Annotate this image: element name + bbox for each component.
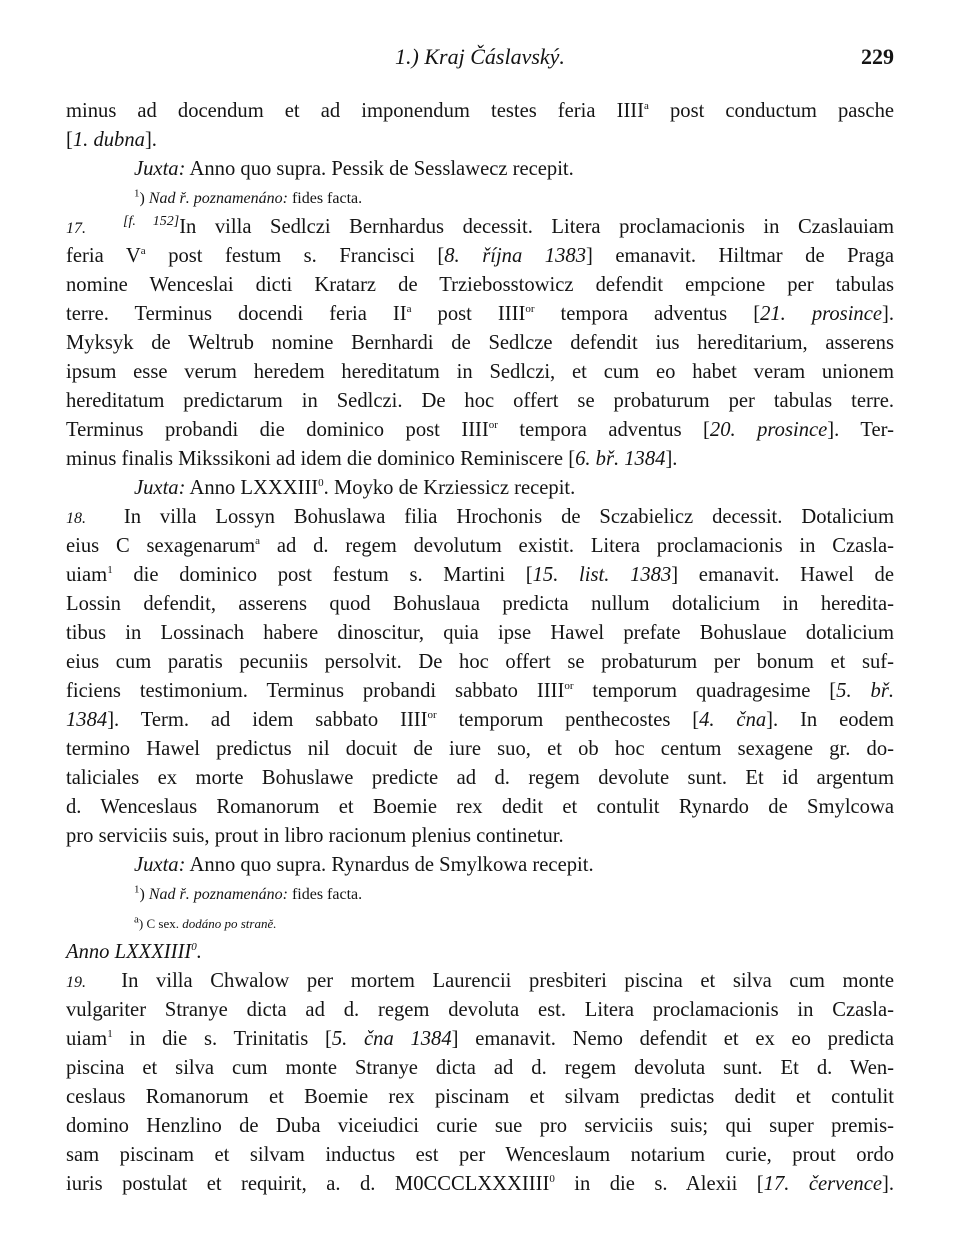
text-line: 17. [f. 152]In villa Sedlczi Bernhardus decessit. Litera proclamacionis in Czaslauiam <box>66 214 895 238</box>
text-line: [1. dubna]. <box>66 129 157 151</box>
text-line: feria $V^a$ post festum s. Francisci [8. října 1383] emanavit. Hiltmar de Praga <box>66 245 895 267</box>
text-line: tibus in Lossinach habere dinoscitur, quia ipse Hawel prefate Bohuslaue dotalicium <box>66 622 894 644</box>
running-title: 1.) Kraj Čáslavský. <box>395 44 565 69</box>
text-line: ipsum esse verum heredem hereditatum in Sedlczi, et cum eo habet veram unionem <box>66 361 894 383</box>
text-line: terre. Terminus docendi feria $II^a$ post $IIII^{or}$ tempora adventus [21. prosince]. <box>66 303 895 325</box>
footnote: $^1$) Nad ř. poznamenáno: fides facta. <box>134 883 363 903</box>
running-header <box>66 44 894 76</box>
text-line: Terminus probandi die dominico post $IIII^{or}$ tempora adventus [20. prosince]. Ter- <box>66 419 894 441</box>
text-line: domino Henzlino de Duba viceiudici curie sue pro serviciis suis; qui super premis- <box>66 1115 894 1137</box>
text-line: minus ad docendum et ad imponendum testes feria IIII$^a$ post conductum pasche <box>66 100 895 122</box>
text-line: ficiens testimonium. Terminus probandi sabbato $IIII^{or}$ temporum quadragesime [5. bř. <box>66 680 894 702</box>
text-line: Lossin defendit, asserens quod Bohuslaua predicta nullum dotalicium in heredita- <box>66 593 894 615</box>
text-line: uiam$^1$ in die s. Trinitatis [5. čna 1384] emanavit. Nemo defendit et ex eo predicta <box>66 1028 894 1050</box>
text-line: 18. In villa Lossyn Bohuslawa filia Hrochonis de Sczabielicz decessit. Dotalicium <box>66 506 894 528</box>
text-line: termino Hawel predictus nil docuit de iure suo, et ob hoc centum sexagene gr. do- <box>66 738 894 760</box>
body-text <box>66 97 894 1199</box>
footnote-side-note: $^a$) C sex. dodáno po straně. <box>134 913 277 931</box>
text-line: pro serviciis suis, prout in libro racionum plenius continetur. <box>66 825 564 847</box>
year-heading: Anno LXXXIIII$^0$. <box>66 941 202 963</box>
text-line: piscina et silva cum monte Stranye dicta ad d. regem devoluta sunt. Et d. Wen- <box>66 1057 894 1079</box>
text-line: eius C sexagenarum$^a$ ad d. regem devolutum existit. Litera proclamacionis in Czasla- <box>66 535 894 557</box>
text-line: vulgariter Stranye dicta ad d. regem devoluta est. Litera proclamacionis in Czasla- <box>66 999 894 1021</box>
text-line: taliciales ex morte Bohuslawe predicte ad d. regem devolute sunt. Et id argentum <box>66 767 894 789</box>
text-line: 1384]. Term. ad idem sabbato $IIII^{or}$ temporum penthecostes [4. čna]. In eodem <box>66 709 895 731</box>
text-line: 19. In villa Chwalow per mortem Laurencii presbiteri piscina et silva cum monte <box>66 970 894 992</box>
text-line: iuris postulat et requirit, a. d. M0CCCLXXXIIII$^0$ in die s. Alexii [17. července]. <box>66 1173 895 1195</box>
text-line: Juxta: Anno quo supra. Pessik de Sesslawecz recepit. <box>134 158 574 180</box>
page-number: 229 <box>861 44 894 69</box>
text-line: d. Wenceslaus Romanorum et Boemie rex dedit et contulit Rynardo de Smylcowa <box>66 796 894 818</box>
text-line: Myksyk de Weltrub nomine Bernhardi de Sedlcze defendit ius hereditarium, asserens <box>66 332 894 354</box>
text-line: sam piscinam et silvam inductus est per Wenceslaum notarium curie, prout ordo <box>66 1144 894 1166</box>
text-line: minus finalis Mikssikoni ad idem die dominico Reminiscere [6. bř. 1384]. <box>66 448 678 470</box>
text-line: Juxta: Anno quo supra. Rynardus de Smylkowa recepit. <box>134 854 594 876</box>
text-line: Juxta: Anno LXXXIII$^0$. Moyko de Krziessicz recepit. <box>134 477 576 499</box>
text-line: hereditatum predictarum in Sedlczi. De hoc offert se probaturum per tabulas terre. <box>66 390 894 412</box>
text-line: eius cum paratis pecuniis persolvit. De hoc offert se probaturum per bonum et suf- <box>66 651 894 673</box>
text-line: nomine Wenceslai dicti Kratarz de Trziebosstowicz defendit empcione per tabulas <box>66 274 894 296</box>
text-line: ceslaus Romanorum et Boemie rex piscinam et silvam predictas dedit et contulit <box>66 1086 894 1108</box>
footnote: $^1$) Nad ř. poznamenáno: fides facta. <box>134 187 363 207</box>
text-line: uiam$^1$ die dominico post festum s. Martini [15. list. 1383] emanavit. Hawel de <box>66 564 894 586</box>
